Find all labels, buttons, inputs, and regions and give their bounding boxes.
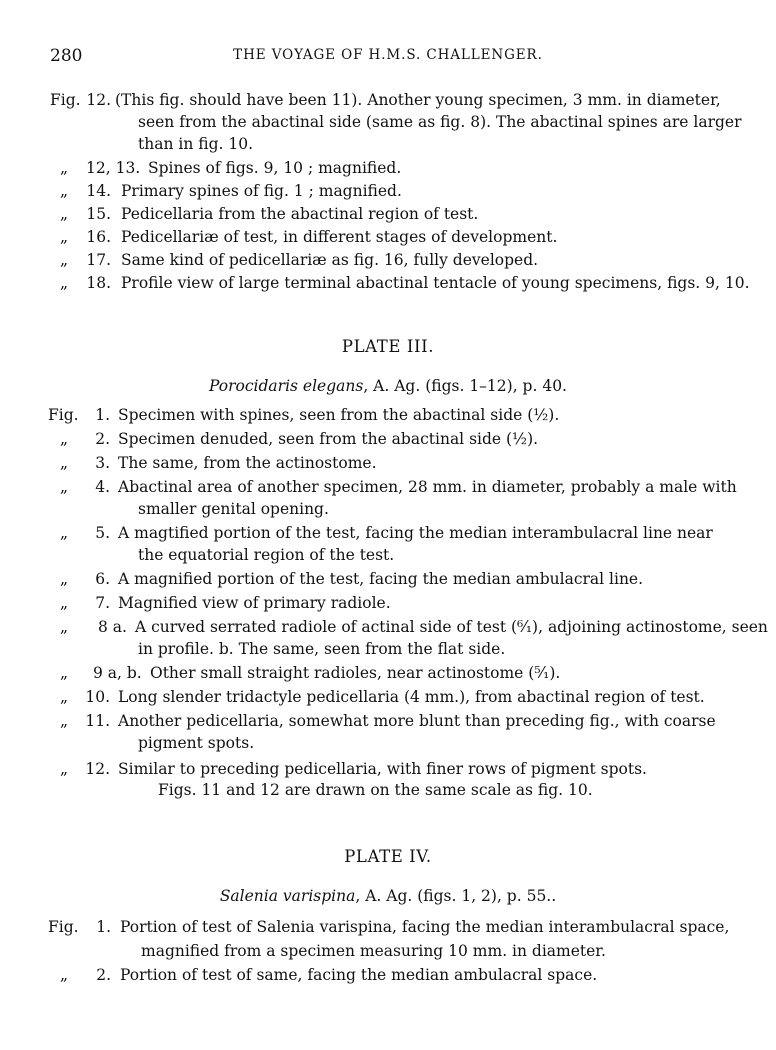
species-name: Salenia varispina — [219, 887, 356, 905]
figure-marker: „ — [60, 228, 69, 246]
figure-marker: „ — [60, 274, 69, 292]
figure-marker: Fig. — [48, 406, 79, 424]
figure-number: 8 a. — [98, 618, 127, 636]
figure-caption-line: Profile view of large terminal abactinal tentacle of young specimens, figs. 9, 10. — [121, 274, 750, 292]
figure-caption-line: Specimen with spines, seen from the abactinal side (½). — [118, 406, 560, 424]
plate-iii-heading: PLATE III. — [341, 337, 435, 356]
figure-marker: „ — [60, 524, 69, 542]
figure-number: 9 a, b. — [93, 664, 142, 682]
figure-marker: „ — [60, 594, 69, 612]
figure-marker: „ — [60, 251, 69, 269]
figure-caption-line: Pedicellariæ of test, in different stages of development. — [121, 228, 558, 246]
figure-number: 5. — [95, 524, 110, 542]
figure-marker: „ — [60, 570, 69, 588]
figure-caption-line: in profile. b. The same, seen from the flat side. — [138, 640, 506, 658]
figure-marker: Fig. — [48, 918, 79, 936]
figure-marker: „ — [60, 182, 69, 200]
figure-number: 2. — [95, 430, 110, 448]
figure-caption-line: Similar to preceding pedicellaria, with finer rows of pigment spots. — [118, 760, 647, 778]
species-reference: , A. Ag. (figs. 1, 2), p. 55.. — [355, 887, 557, 905]
species-name: Porocidaris elegans — [209, 377, 364, 395]
figure-caption-line: smaller genital opening. — [138, 500, 329, 518]
figure-marker: „ — [60, 454, 69, 472]
figure-caption-line: Portion of test of Salenia varispina, facing the median interambulacral space, — [120, 918, 730, 936]
figure-caption-line: than in fig. 10. — [138, 135, 253, 153]
figure-marker: „ — [60, 760, 69, 778]
page-number: 280 — [50, 46, 83, 66]
figure-caption-line: A magtified portion of the test, facing the median interambulacral line near — [118, 524, 713, 542]
figure-caption-line: Spines of figs. 9, 10 ; magnified. — [148, 159, 402, 177]
plate-iii-scale-note: Figs. 11 and 12 are drawn on the same scale as fig. 10. — [158, 781, 593, 799]
figure-number: 4. — [95, 478, 110, 496]
figure-caption-line: (This fig. should have been 11). Another young specimen, 3 mm. in diameter, — [115, 91, 721, 109]
figure-caption-line: seen from the abactinal side (same as fig. 8). The abactinal spines are larger — [138, 113, 742, 131]
figure-caption-line: Primary spines of fig. 1 ; magnified. — [121, 182, 402, 200]
plate-iv-species-line — [0, 887, 776, 905]
figure-caption-line: pigment spots. — [138, 734, 255, 752]
figure-marker: „ — [60, 159, 69, 177]
figure-number: 18. — [86, 274, 111, 292]
figure-number: 6. — [95, 570, 110, 588]
figure-caption-line: Long slender tridactyle pedicellaria (4 mm.), from abactinal region of test. — [118, 688, 705, 706]
figure-number: 3. — [95, 454, 110, 472]
figure-caption-line: magnified from a specimen measuring 10 mm. in diameter. — [141, 942, 606, 960]
figure-caption-line: Magnified view of primary radiole. — [118, 594, 391, 612]
species-reference: , A. Ag. (figs. 1–12), p. 40. — [363, 377, 567, 395]
figure-caption-line: Other small straight radioles, near actinostome (⁵⁄₁). — [150, 664, 561, 682]
running-head — [50, 46, 726, 68]
figure-marker: „ — [60, 966, 69, 984]
figure-caption-line: Pedicellaria from the abactinal region of test. — [121, 205, 479, 223]
figure-number: 7. — [95, 594, 110, 612]
figure-caption-line: Another pedicellaria, somewhat more blunt than preceding fig., with coarse — [118, 712, 716, 730]
figure-caption-line: Specimen denuded, seen from the abactinal side (½). — [118, 430, 539, 448]
figure-caption-line: Abactinal area of another specimen, 28 mm. in diameter, probably a male with — [118, 478, 737, 496]
figure-caption-line: Same kind of pedicellariæ as fig. 16, fully developed. — [121, 251, 539, 269]
figure-marker: „ — [60, 430, 69, 448]
figure-marker: „ — [60, 478, 69, 496]
figure-number: 17. — [86, 251, 111, 269]
figure-caption-line: Portion of test of same, facing the median ambulacral space. — [120, 966, 598, 984]
figure-number: 15. — [86, 205, 111, 223]
figure-number: 1. — [96, 918, 111, 936]
figure-caption-line: the equatorial region of the test. — [138, 546, 395, 564]
figure-marker: Fig. — [50, 91, 81, 109]
figure-marker: „ — [60, 618, 69, 636]
plate-iv-heading: PLATE IV. — [344, 847, 432, 866]
figure-number: 12, 13. — [86, 159, 141, 177]
figure-caption-line: The same, from the actinostome. — [118, 454, 377, 472]
figure-number: 11. — [85, 712, 110, 730]
figure-marker: „ — [60, 205, 69, 223]
figure-number: 2. — [96, 966, 111, 984]
figure-marker: „ — [60, 664, 69, 682]
figure-caption-line: A curved serrated radiole of actinal side of test (⁶⁄₁), adjoining actinostome, seen — [135, 618, 768, 636]
figure-number: 14. — [86, 182, 111, 200]
figure-number: 12. — [85, 760, 110, 778]
figure-number: 16. — [86, 228, 111, 246]
running-title: THE VOYAGE OF H.M.S. CHALLENGER. — [233, 47, 543, 63]
figure-number: 12. — [86, 91, 111, 109]
figure-caption-line: A magnified portion of the test, facing the median ambulacral line. — [118, 570, 644, 588]
figure-number: 10. — [85, 688, 110, 706]
figure-marker: „ — [60, 688, 69, 706]
figure-number: 1. — [95, 406, 110, 424]
figure-marker: „ — [60, 712, 69, 730]
plate-iii-species-line — [0, 377, 776, 395]
